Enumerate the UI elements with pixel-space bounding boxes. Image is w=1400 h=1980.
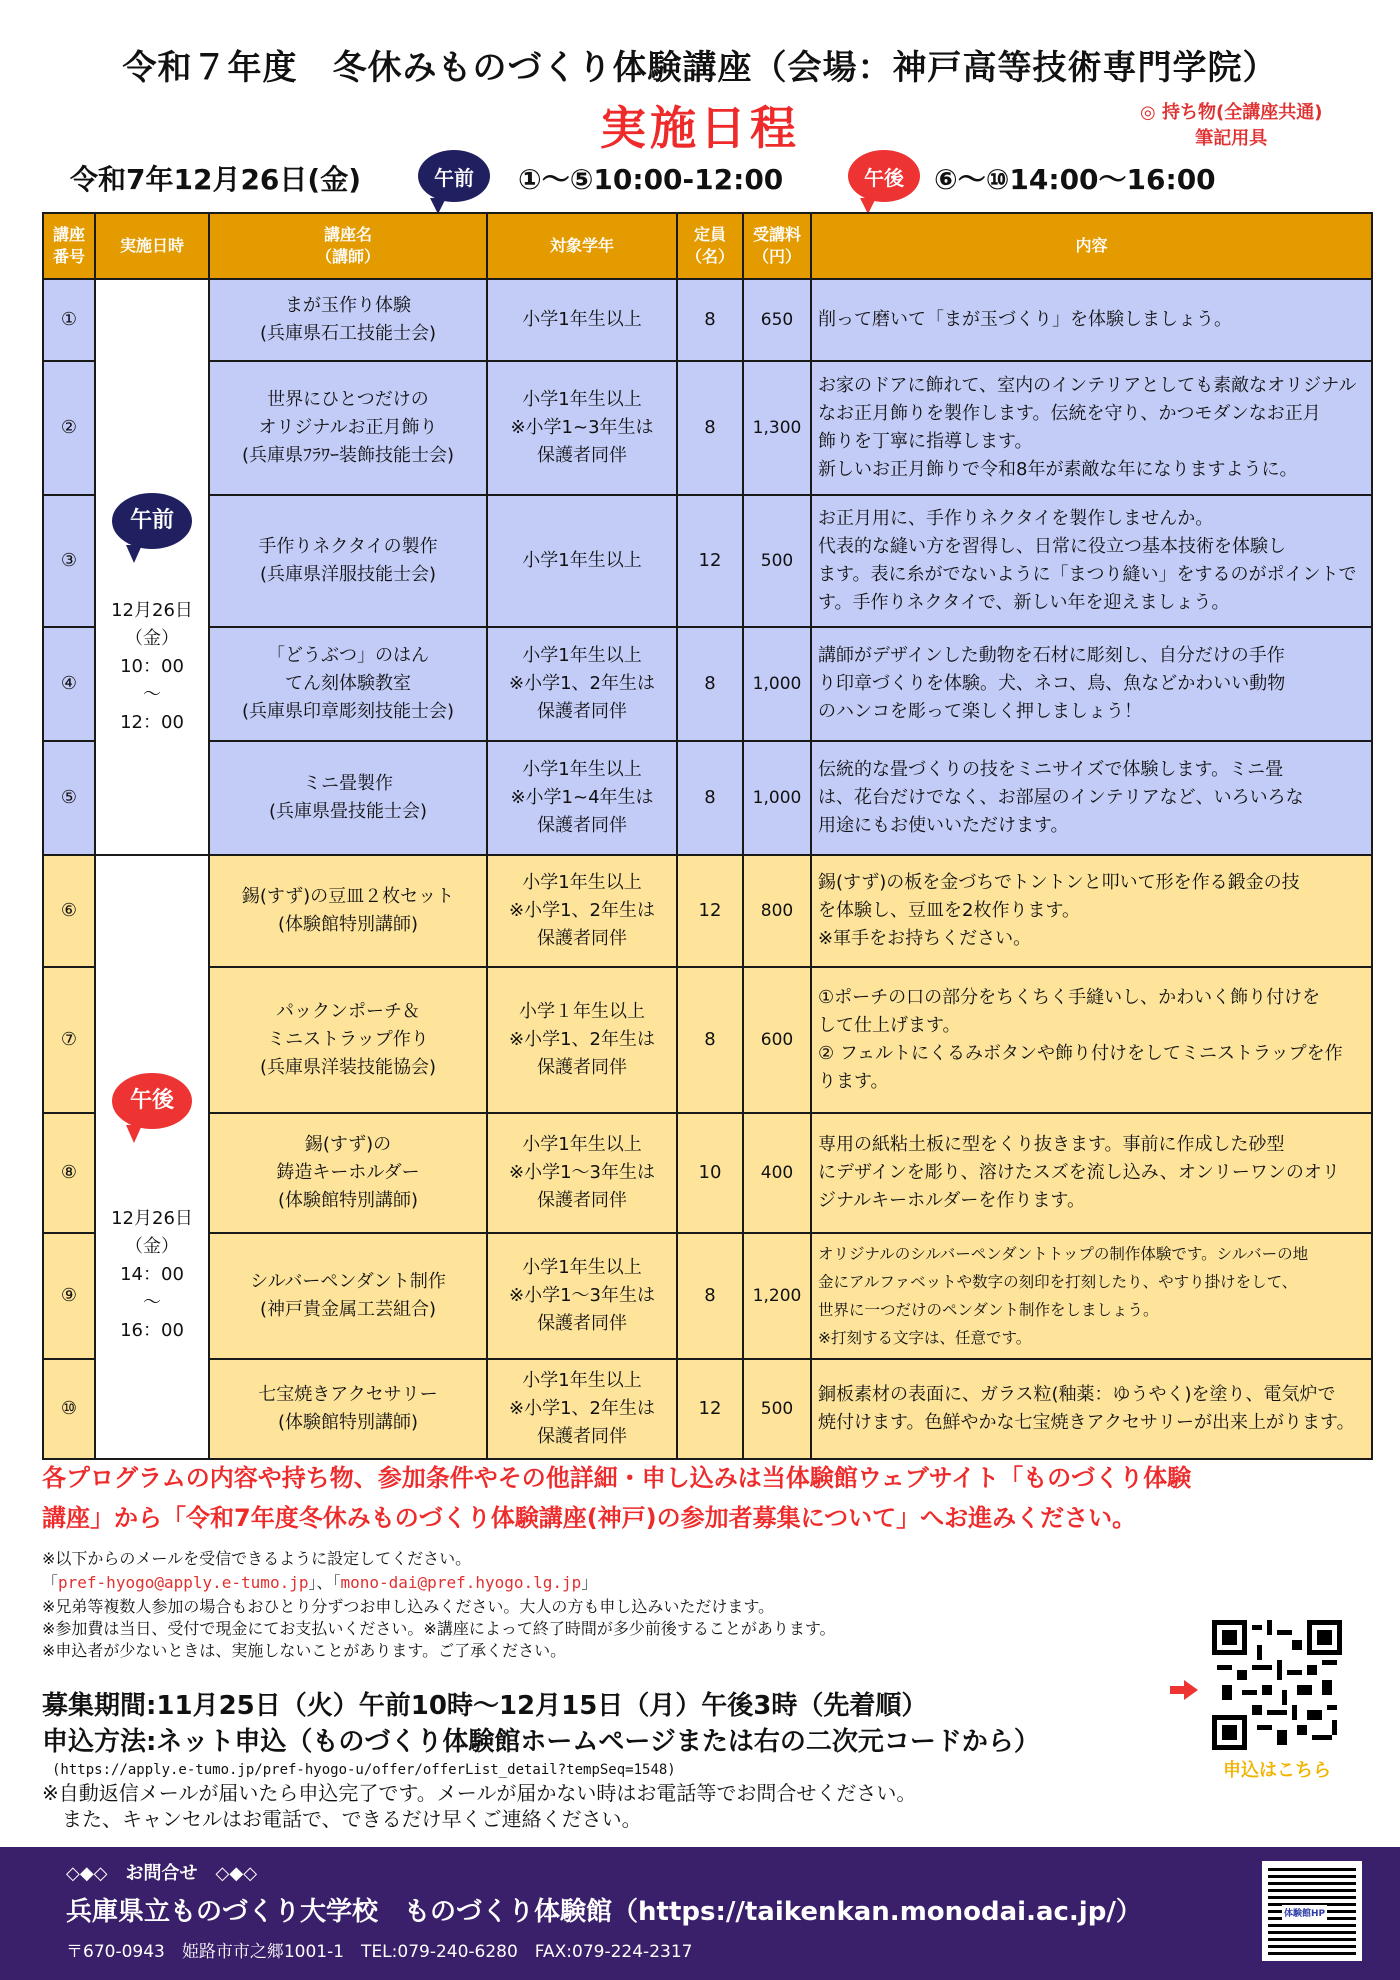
mail-setting-note: ※以下からのメールを受信できるように設定してください。	[42, 1549, 472, 1568]
website-qr-code[interactable]	[1262, 1861, 1362, 1961]
capacity: 12	[677, 855, 743, 967]
course-name: まが玉作り体験 (兵庫県石工技能士会)	[209, 279, 487, 361]
footer-contact	[0, 1847, 1400, 1980]
target-grade: 小学1年生以上 ※小学1、2年生は 保護者同伴	[487, 855, 677, 967]
table-row	[43, 627, 1372, 741]
table-row	[43, 495, 1372, 627]
belongings-label: ◎ 持ち物(全講座共通)	[1140, 102, 1323, 123]
siblings-note: ※兄弟等複数人参加の場合もおひとり分ずつお申し込みください。大人の方も申し込みいただけます。	[42, 1597, 775, 1616]
schedule-table	[42, 212, 1373, 1460]
fee: 500	[743, 495, 811, 627]
session-end: 12：00	[120, 712, 184, 733]
course-name: 錫(すず)の 鋳造キーホルダー (体験館特別講師)	[209, 1113, 487, 1233]
application-method: 申込方法:ネット申込（ものづくり体験館ホームページまたは右の二次元コードから）	[42, 1727, 1040, 1757]
am-time-range: ①～⑤10:00-12:00	[518, 163, 784, 196]
course-number: ③	[43, 495, 95, 627]
fee: 500	[743, 1359, 811, 1459]
session-end: 16：00	[120, 1320, 184, 1341]
target-grade: 小学1年生以上 ※小学1～3年生は 保護者同伴	[487, 1233, 677, 1359]
capacity: 12	[677, 1359, 743, 1459]
capacity: 8	[677, 1233, 743, 1359]
course-description: 伝統的な畳づくりの技をミニサイズで体験します。ミニ畳 は、花台だけでなく、お部屋のインテリアなど、いろいろな 用途にもお使いいただけます。	[811, 741, 1372, 855]
table-row	[43, 1113, 1372, 1233]
table-header-row	[43, 213, 1372, 279]
session-start: 14：00	[120, 1264, 184, 1285]
capacity: 8	[677, 967, 743, 1113]
notice-line-2: 講座」から「令和7年度冬休みものづくり体験講座(神戸)の参加者募集について」へお進みください。	[42, 1504, 1137, 1532]
course-description: お家のドアに飾れて、室内のインテリアとしても素敵なオリジナル なお正月飾りを製作します。伝統を守り、かつモダンなお正月 飾りを丁寧に指導します。 新しいお正月飾りで令和8年が素敵な年になりますように。	[811, 361, 1372, 495]
event-date: 令和7年12月26日(金)	[70, 163, 362, 196]
qr-apply-label: 申込はこちら	[1223, 1760, 1331, 1781]
am-datetime-cell	[95, 279, 209, 855]
table-row	[43, 1233, 1372, 1359]
course-description: 講師がデザインした動物を石材に彫刻し、自分だけの手作 り印章づくりを体験。犬、ネコ、鳥、魚などかわいい動物 のハンコを彫って楽しく押しましょう！	[811, 627, 1372, 741]
course-number: ⑤	[43, 741, 95, 855]
qr-code-icon	[1212, 1620, 1342, 1750]
course-name: 世界にひとつだけの オリジナルお正月飾り (兵庫県ﾌﾗﾜｰ装飾技能士会)	[209, 361, 487, 495]
session-date: 12月26日	[111, 600, 193, 621]
application-qr-code[interactable]	[1212, 1620, 1342, 1750]
belongings-note	[1140, 100, 1322, 152]
target-grade: 小学1年生以上 ※小学1～3年生は 保護者同伴	[487, 1113, 677, 1233]
target-grade: 小学１年生以上 ※小学1、2年生は 保護者同伴	[487, 967, 677, 1113]
course-description: オリジナルのシルバーペンダントトップの制作体験です。シルバーの地 金にアルファベットや数字の刻印を打刻したり、やすり掛けをして、 世界に一つだけのペンダント制作をしましょう。 ※打刻する文字は、任意です。	[811, 1233, 1372, 1359]
course-name: パックンポーチ＆ ミニストラップ作り (兵庫県洋装技能協会)	[209, 967, 487, 1113]
qr-code-icon	[1268, 1867, 1356, 1955]
course-number: ⑥	[43, 855, 95, 967]
fee: 1,300	[743, 361, 811, 495]
course-description: 専用の紙粘土板に型をくり抜きます。事前に作成した砂型 にデザインを彫り、溶けたスズを流し込み、オンリーワンのオリ ジナルキーホルダーを作ります。	[811, 1113, 1372, 1233]
fee: 1,000	[743, 627, 811, 741]
col-header-datetime: 実施日時	[95, 213, 209, 279]
col-header-capacity: 定員 （名）	[677, 213, 743, 279]
session-weekday: （金）	[125, 628, 179, 649]
course-description: 錫(すず)の板を金づちでトントンと叩いて形を作る鍛金の技 を体験し、豆皿を2枚作ります。 ※軍手をお持ちください。	[811, 855, 1372, 967]
recruitment-period: 募集期間:11月25日（火）午前10時～12月15日（月）午後3時（先着順）	[42, 1691, 928, 1721]
course-number: ④	[43, 627, 95, 741]
belongings-item: 筆記用具	[1195, 128, 1268, 149]
course-description: お正月用に、手作りネクタイを製作しませんか。 代表的な縫い方を習得し、日常に役立つ基本技術を体験し ます。表に糸がでないように「まつり縫い」をするのがポイントで す。手作りネクタイで、新しい年を迎えましょう。	[811, 495, 1372, 627]
course-name: 七宝焼きアクセサリー (体験館特別講師)	[209, 1359, 487, 1459]
col-header-fee: 受講料 （円）	[743, 213, 811, 279]
course-number: ②	[43, 361, 95, 495]
cancellation-note: ※申込者が少ないときは、実施しないことがあります。ご了承ください。	[42, 1641, 567, 1660]
arrow-right-icon	[1170, 1680, 1198, 1700]
course-number: ⑦	[43, 967, 95, 1113]
course-name: 「どうぶつ」のはん てん刻体験教室 (兵庫県印章彫刻技能士会)	[209, 627, 487, 741]
fee: 600	[743, 967, 811, 1113]
target-grade: 小学1年生以上 ※小学1~4年生は 保護者同伴	[487, 741, 677, 855]
payment-note: ※参加費は当日、受付で現金にてお支払いください。※講座によって終了時間が多少前後することがあります。	[42, 1619, 836, 1638]
inquiry-heading: ◇◆◇ お問合せ ◇◆◇	[66, 1863, 258, 1884]
target-grade: 小学1年生以上 ※小学1、2年生は 保護者同伴	[487, 1359, 677, 1459]
course-description: 銅板素材の表面に、ガラス粒(釉薬：ゆうやく)を塗り、電気炉で 焼付けます。色鮮やかな七宝焼きアクセサリーが出来上がります。	[811, 1359, 1372, 1459]
pm-speech-bubble-icon	[848, 150, 920, 202]
application-notice	[42, 1458, 1362, 1538]
table-row	[43, 967, 1372, 1113]
col-header-course-name: 講座名 （講師）	[209, 213, 487, 279]
auto-reply-note: ※自動返信メールが届いたら申込完了です。メールが届かない時はお電話等でお問合せください。	[42, 1781, 917, 1805]
fee: 1,200	[743, 1233, 811, 1359]
recruitment-section	[42, 1688, 1040, 1832]
capacity: 8	[677, 741, 743, 855]
pm-badge-label: 午後	[864, 165, 904, 190]
table-row	[43, 855, 1372, 967]
notice-line-1: 各プログラムの内容や持ち物、参加条件やその他詳細・申し込みは当体験館ウェブサイト「ものづくり体験	[42, 1464, 1192, 1492]
capacity: 8	[677, 361, 743, 495]
am-bubble-icon: 午前	[112, 493, 192, 549]
pm-datetime-cell	[95, 855, 209, 1459]
email-link-2[interactable]: mono-dai@pref.hyogo.lg.jp	[340, 1573, 582, 1592]
session-date: 12月26日	[111, 1208, 193, 1229]
fee: 400	[743, 1113, 811, 1233]
pm-time-range: ⑥～⑩14:00～16:00	[934, 163, 1216, 196]
fee: 650	[743, 279, 811, 361]
session-tilde: ～	[143, 1292, 161, 1313]
capacity: 10	[677, 1113, 743, 1233]
page-title: 令和７年度 冬休みものづくり体験講座（会場：神戸高等技術専門学院）	[122, 48, 1278, 88]
course-description: ①ポーチの口の部分をちくちく手縫いし、かわいく飾り付けを して仕上げます。 ② フェルトにくるみボタンや飾り付けをしてミニストラップを作 ります。	[811, 967, 1372, 1113]
am-speech-bubble-icon	[418, 150, 490, 202]
course-name: ミニ畳製作 (兵庫県畳技能士会)	[209, 741, 487, 855]
col-header-content: 内容	[811, 213, 1372, 279]
am-badge-label: 午前	[434, 165, 474, 190]
course-number: ①	[43, 279, 95, 361]
col-header-number: 講座 番号	[43, 213, 95, 279]
capacity: 8	[677, 279, 743, 361]
notes-section	[42, 1548, 836, 1662]
pm-bubble-icon: 午後	[112, 1073, 192, 1129]
course-number: ⑨	[43, 1233, 95, 1359]
fee: 800	[743, 855, 811, 967]
course-number: ⑧	[43, 1113, 95, 1233]
course-name: 錫(すず)の豆皿２枚セット (体験館特別講師)	[209, 855, 487, 967]
table-row	[43, 279, 1372, 361]
target-grade: 小学1年生以上	[487, 495, 677, 627]
course-name: 手作りネクタイの製作 (兵庫県洋服技能士会)	[209, 495, 487, 627]
col-header-grade: 対象学年	[487, 213, 677, 279]
course-number: ⑩	[43, 1359, 95, 1459]
application-url-link[interactable]: (https://apply.e-tumo.jp/pref-hyogo-u/offer/offerList_detail?tempSeq=1548)	[52, 1762, 676, 1778]
cancel-contact-note: また、キャンセルはお電話で、できるだけ早くご連絡ください。	[42, 1807, 642, 1831]
course-description: 削って磨いて「まが玉づくり」を体験しましょう。	[811, 279, 1372, 361]
table-row	[43, 1359, 1372, 1459]
address-phone-fax: 〒670-0943 姫路市市之郷1001-1 TEL:079-240-6280 FAX:079-224-2317	[66, 1942, 693, 1962]
table-row	[43, 741, 1372, 855]
capacity: 8	[677, 627, 743, 741]
target-grade: 小学1年生以上 ※小学1、2年生は 保護者同伴	[487, 627, 677, 741]
fee: 1,000	[743, 741, 811, 855]
session-weekday: （金）	[125, 1236, 179, 1257]
email-addresses: 「pref-hyogo@apply.e-tumo.jp」、「mono-dai@pref.hyogo.lg.jp」	[42, 1573, 598, 1592]
capacity: 12	[677, 495, 743, 627]
schedule-heading: 実施日程	[600, 101, 800, 155]
table-row	[43, 361, 1372, 495]
email-link-1[interactable]: pref-hyogo@apply.e-tumo.jp	[58, 1573, 309, 1592]
course-name: シルバーペンダント制作 (神戸貴金属工芸組合)	[209, 1233, 487, 1359]
target-grade: 小学1年生以上	[487, 279, 677, 361]
website-qr-label: 体験館HP	[1282, 1905, 1327, 1920]
session-start: 10：00	[120, 656, 184, 677]
organization-name: 兵庫県立ものづくり大学校 ものづくり体験館（https://taikenkan.monodai.ac.jp/）	[66, 1897, 1142, 1927]
session-tilde: ～	[143, 684, 161, 705]
target-grade: 小学1年生以上 ※小学1~3年生は 保護者同伴	[487, 361, 677, 495]
